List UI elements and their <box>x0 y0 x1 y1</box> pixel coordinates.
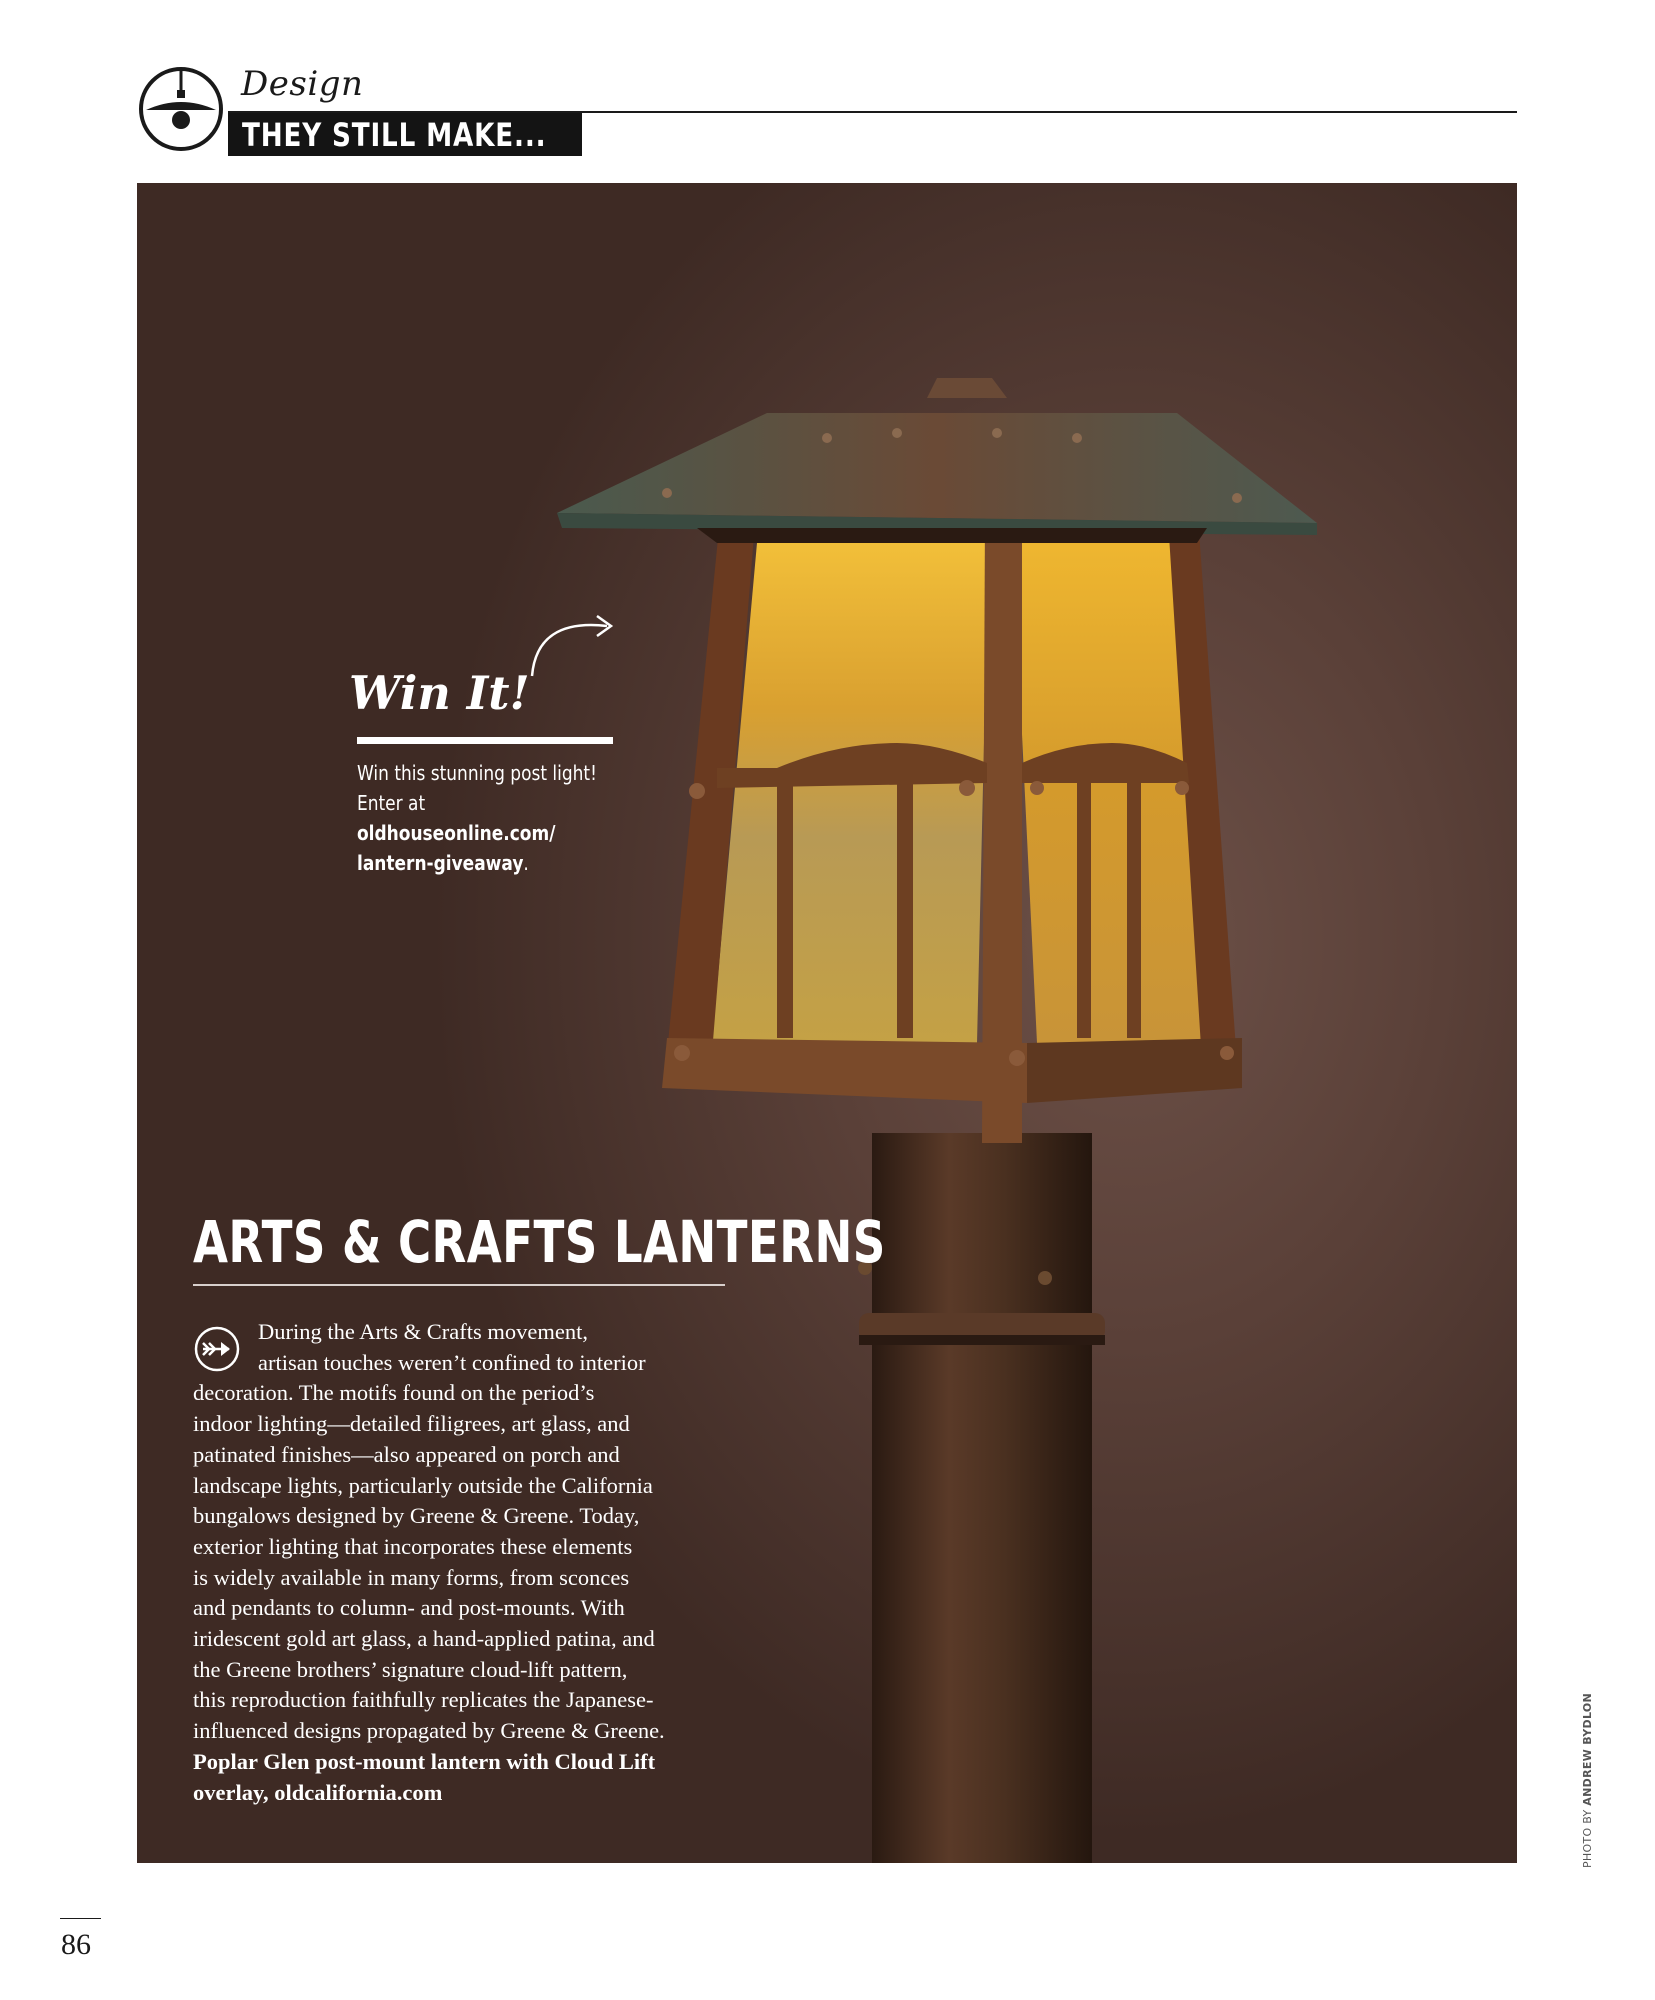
folio-rule <box>60 1918 101 1919</box>
body-line: influenced designs propagated by Greene & Greene. <box>193 1718 665 1744</box>
article-body <box>193 1317 753 1808</box>
section-kicker: Design <box>241 64 364 104</box>
article-rule <box>193 1284 725 1286</box>
callout-title: Win It! <box>349 666 530 720</box>
section-header <box>0 0 1655 170</box>
curved-arrow-icon <box>527 598 627 678</box>
page-number: 86 <box>61 1928 91 1961</box>
callout-link-part-1[interactable]: oldhouseonline.com/ <box>357 821 556 845</box>
photo-credit: PHOTO BY ANDREW BYDLON <box>1581 1692 1594 1868</box>
callout-line-3: lantern-giveaway. <box>357 851 529 875</box>
photo-panel <box>137 183 1517 1863</box>
section-title: THEY STILL MAKE... <box>242 116 547 154</box>
body-line: indoor lighting—detailed filigrees, art glass, and <box>193 1411 630 1437</box>
article-title: ARTS & CRAFTS LANTERNS <box>193 1208 886 1276</box>
body-line: landscape lights, particularly outside the California <box>193 1472 653 1498</box>
body-line: iridescent gold art glass, a hand-applied patina, and <box>193 1626 655 1652</box>
body-line: is widely available in many forms, from sconces <box>193 1564 630 1590</box>
callout-rule <box>357 737 613 744</box>
body-line: patinated finishes—also appeared on porch and <box>193 1441 620 1467</box>
pendant-lamp-icon <box>138 66 224 152</box>
body-line: this reproduction faithfully replicates the Japanese- <box>193 1687 654 1713</box>
product-credit-line[interactable]: overlay, oldcalifornia.com <box>193 1779 443 1805</box>
callout-text <box>357 758 612 878</box>
body-line: bungalows designed by Greene & Greene. Today, <box>193 1503 640 1529</box>
callout-link-part-2[interactable]: lantern-giveaway <box>357 851 524 875</box>
body-line: During the Arts & Crafts movement, <box>258 1319 588 1344</box>
body-line: artisan touches weren’t confined to interior <box>258 1349 646 1375</box>
body-line: the Greene brothers’ signature cloud-lift pattern, <box>193 1656 628 1682</box>
body-line: decoration. The motifs found on the period’s <box>193 1380 595 1406</box>
body-line: exterior lighting that incorporates these elements <box>193 1533 633 1559</box>
callout-line-1: Win this stunning post light! <box>357 761 597 785</box>
product-credit-line: Poplar Glen post-mount lantern with Cloud Lift <box>193 1748 656 1774</box>
body-line: and pendants to column- and post-mounts. With <box>193 1595 625 1621</box>
callout-line-2: Enter at oldhouseonline.com/ <box>357 791 556 845</box>
